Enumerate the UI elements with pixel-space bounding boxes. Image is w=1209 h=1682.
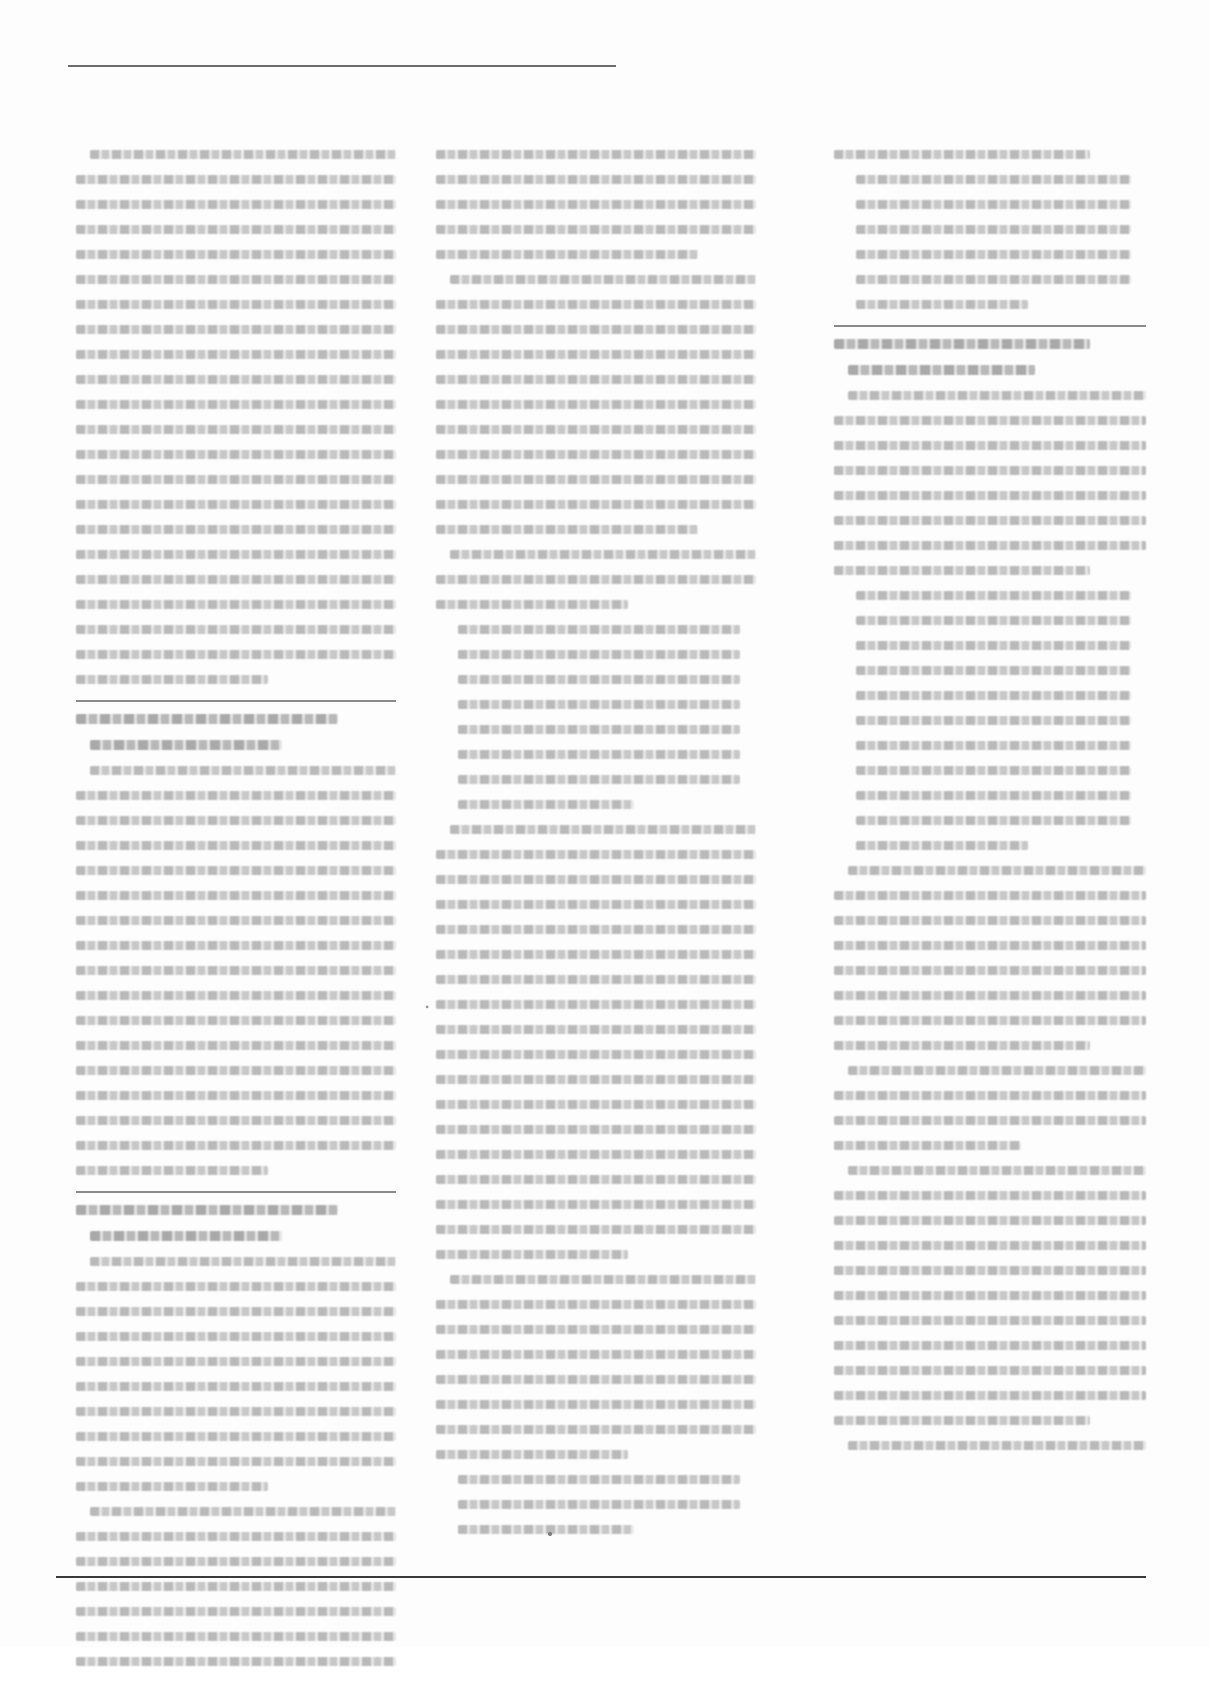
margin-mark: • bbox=[425, 1000, 430, 1014]
section-divider bbox=[834, 325, 1146, 327]
section-heading bbox=[76, 714, 396, 750]
section-heading bbox=[834, 339, 1146, 375]
section-divider bbox=[76, 700, 396, 702]
text-column-middle bbox=[436, 150, 756, 1550]
block-quote bbox=[436, 1475, 756, 1534]
header-rule bbox=[68, 65, 616, 67]
block-quote bbox=[834, 175, 1146, 309]
page-mark-dot bbox=[548, 1532, 552, 1536]
block-quote bbox=[834, 591, 1146, 850]
text-column-right bbox=[834, 150, 1146, 1466]
footer-rule bbox=[56, 1576, 1146, 1578]
section-heading bbox=[76, 1205, 396, 1241]
block-quote bbox=[436, 625, 756, 809]
text-column-left bbox=[76, 150, 396, 1682]
section-divider bbox=[76, 1191, 396, 1193]
